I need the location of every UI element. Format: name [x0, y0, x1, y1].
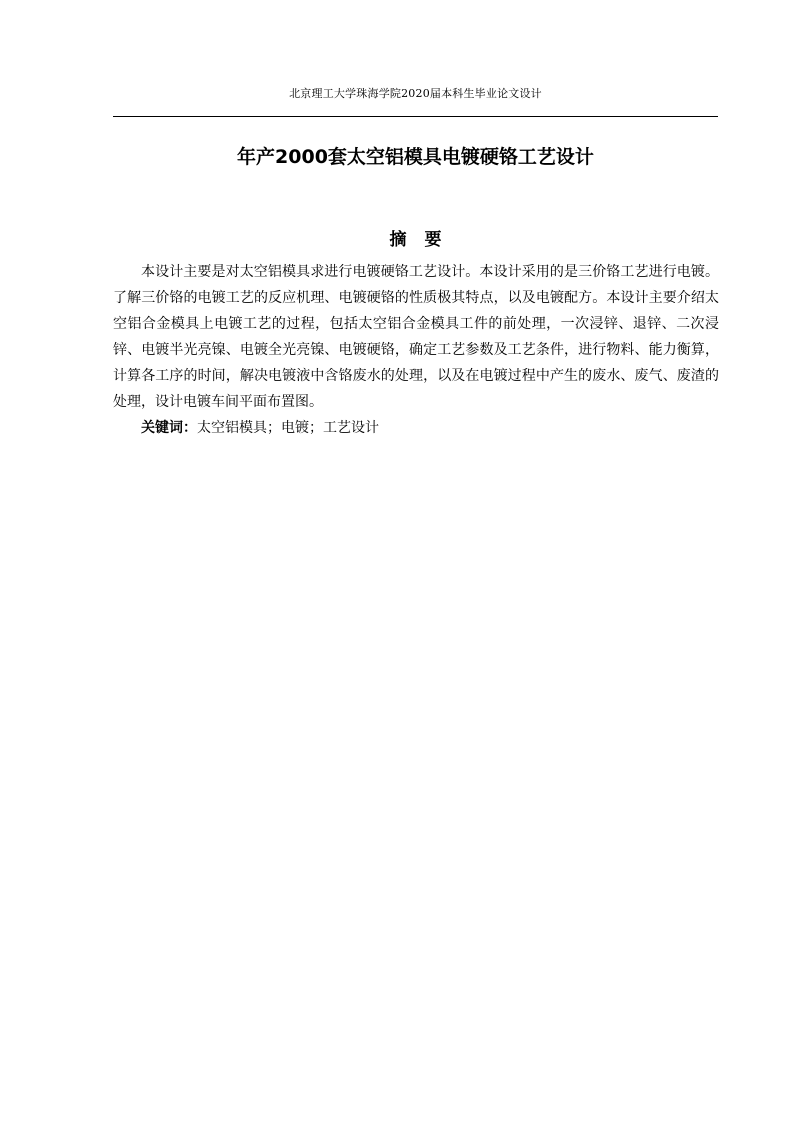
keywords-line	[113, 415, 719, 441]
abstract-paragraph: 本设计主要是对太空铝模具求进行电镀硬铬工艺设计。本设计采用的是三价铬工艺进行电镀。了解三价铬的电镀工艺的反应机理、电镀硬铬的性质极其特点，以及电镀配方。本设计主要介绍太空铝合金模具上电镀工艺的过程，包括太空铝合金模具工件的前处理，一次浸锌、退锌、二次浸锌、电镀半光亮镍、电镀全光亮镍、电镀硬铬，确定工艺参数及工艺条件，进行物料、能力衡算，计算各工序的时间，解决电镀液中含铬废水的处理，以及在电镀过程中产生的废水、废气、废渣的处理，设计电镀车间平面布置图。	[113, 264, 719, 410]
keywords-value: 太空铝模具；电镀；工艺设计	[197, 420, 379, 436]
running-header: 北京理工大学珠海学院2020届本科生毕业论文设计	[289, 87, 542, 100]
abstract-heading: 摘要	[389, 230, 460, 250]
keywords-label: 关键词：	[141, 420, 197, 436]
document-title: 年产2000套太空铝模具电镀硬铬工艺设计	[237, 146, 594, 168]
header-divider	[113, 116, 718, 117]
